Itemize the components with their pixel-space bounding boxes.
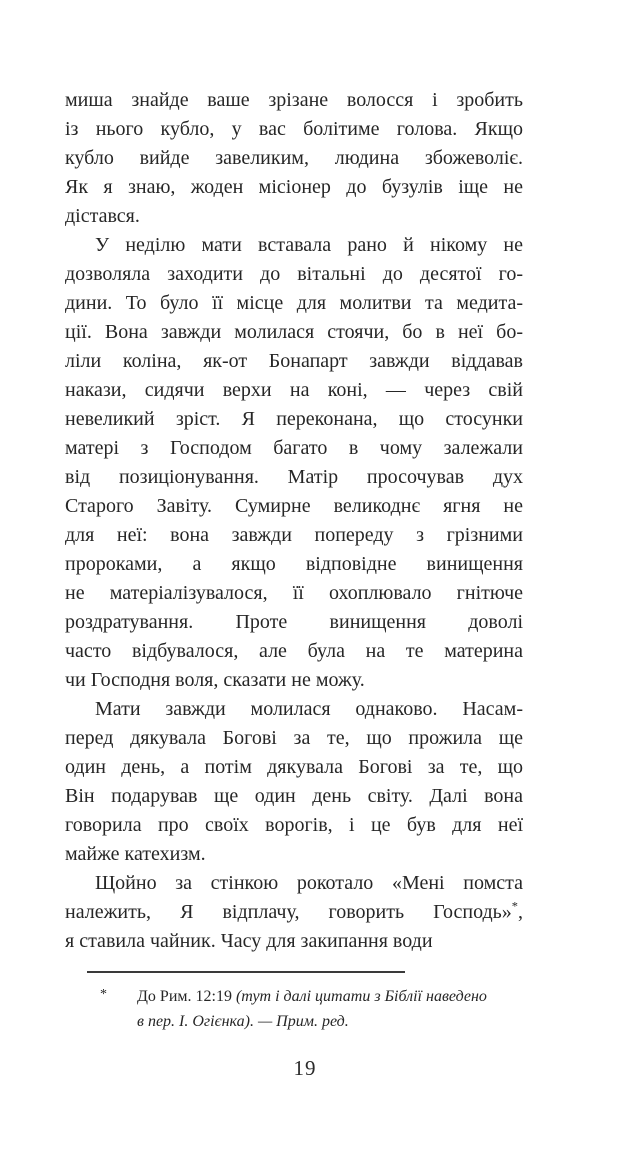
footnote-separator [87,971,405,973]
text-line: чи Господня воля, сказати не можу. [65,669,365,691]
footnote-reference: До Рим. 12:19 [137,988,236,1005]
text-line: дістався. [65,205,140,227]
text-line: належить, Я відплачу, говорить Господь»*, [65,899,523,923]
text-line: Мати завжди молилася однаково. Насам- [95,698,523,720]
text-line: накази, сидячи верхи на коні, — через свій [65,379,523,401]
footnote [100,984,532,1034]
text-line: часто відбувалося, але була на те материна [65,640,523,662]
text-line: я ставила чайник. Часу для закипання води [65,930,433,952]
text-line: дозволяла заходити до вітальні до десятої го- [65,263,523,285]
text-line: Він подарував ще один день світу. Далі вона [65,785,523,807]
text-line: дини. То було її місце для молитви та медита- [65,292,523,314]
text-line: не матеріалізувалося, її охоплювало гнітюче [65,582,523,604]
text-line: кубло вийде завеликим, людина збожеволіє. [65,147,523,169]
text-line: Щойно за стінкою рокотало «Мені помста [95,872,523,894]
footnote-marker: * [100,987,107,1002]
text-line: від позиціонування. Матір просочував дух [65,466,523,488]
text-line: майже катехизм. [65,843,206,865]
footnote-marker-ref: * [511,899,518,914]
text-line: ції. Вона завжди молилася стоячи, бо в неї бо- [65,321,523,343]
text-line: перед дякувала Богові за те, що прожила ще [65,727,523,749]
text-line: Старого Завіту. Сумирне великоднє ягня не [65,495,523,517]
footnote-note-part1: (тут і далі цитати з Біблії наведено [235,988,487,1005]
text-line: для неї: вона завжди попереду з грізними [65,524,523,546]
text-line: роздратування. Проте винищення доволі [65,611,523,633]
text-line: У неділю мати вставала рано й нікому не [95,234,523,256]
footnote-note-part2: в пер. І. Огієнка). — Прим. ред. [137,1013,349,1030]
text-line: невеликий зріст. Я переконана, що стосунки [65,408,523,430]
text-line: говорила про своїх ворогів, і це був для неї [65,814,523,836]
text-line: із нього кубло, у вас болітиме голова. Якщо [65,118,523,140]
page-number: 19 [293,1056,317,1080]
text-line: пророками, а якщо відповідне винищення [65,553,523,575]
text-line: один день, а потім дякувала Богові за те, що [65,756,523,778]
text-line: ліли коліна, як-от Бонапарт завжди віддавав [65,350,523,372]
text-line: миша знайде ваше зрізане волосся і зробить [65,89,523,111]
text-line: матері з Господом багато в чому залежали [65,437,523,459]
body-text [65,86,523,956]
footnote-text [137,984,532,1034]
text-line: Як я знаю, жоден місіонер до бузулів іще не [65,176,523,198]
